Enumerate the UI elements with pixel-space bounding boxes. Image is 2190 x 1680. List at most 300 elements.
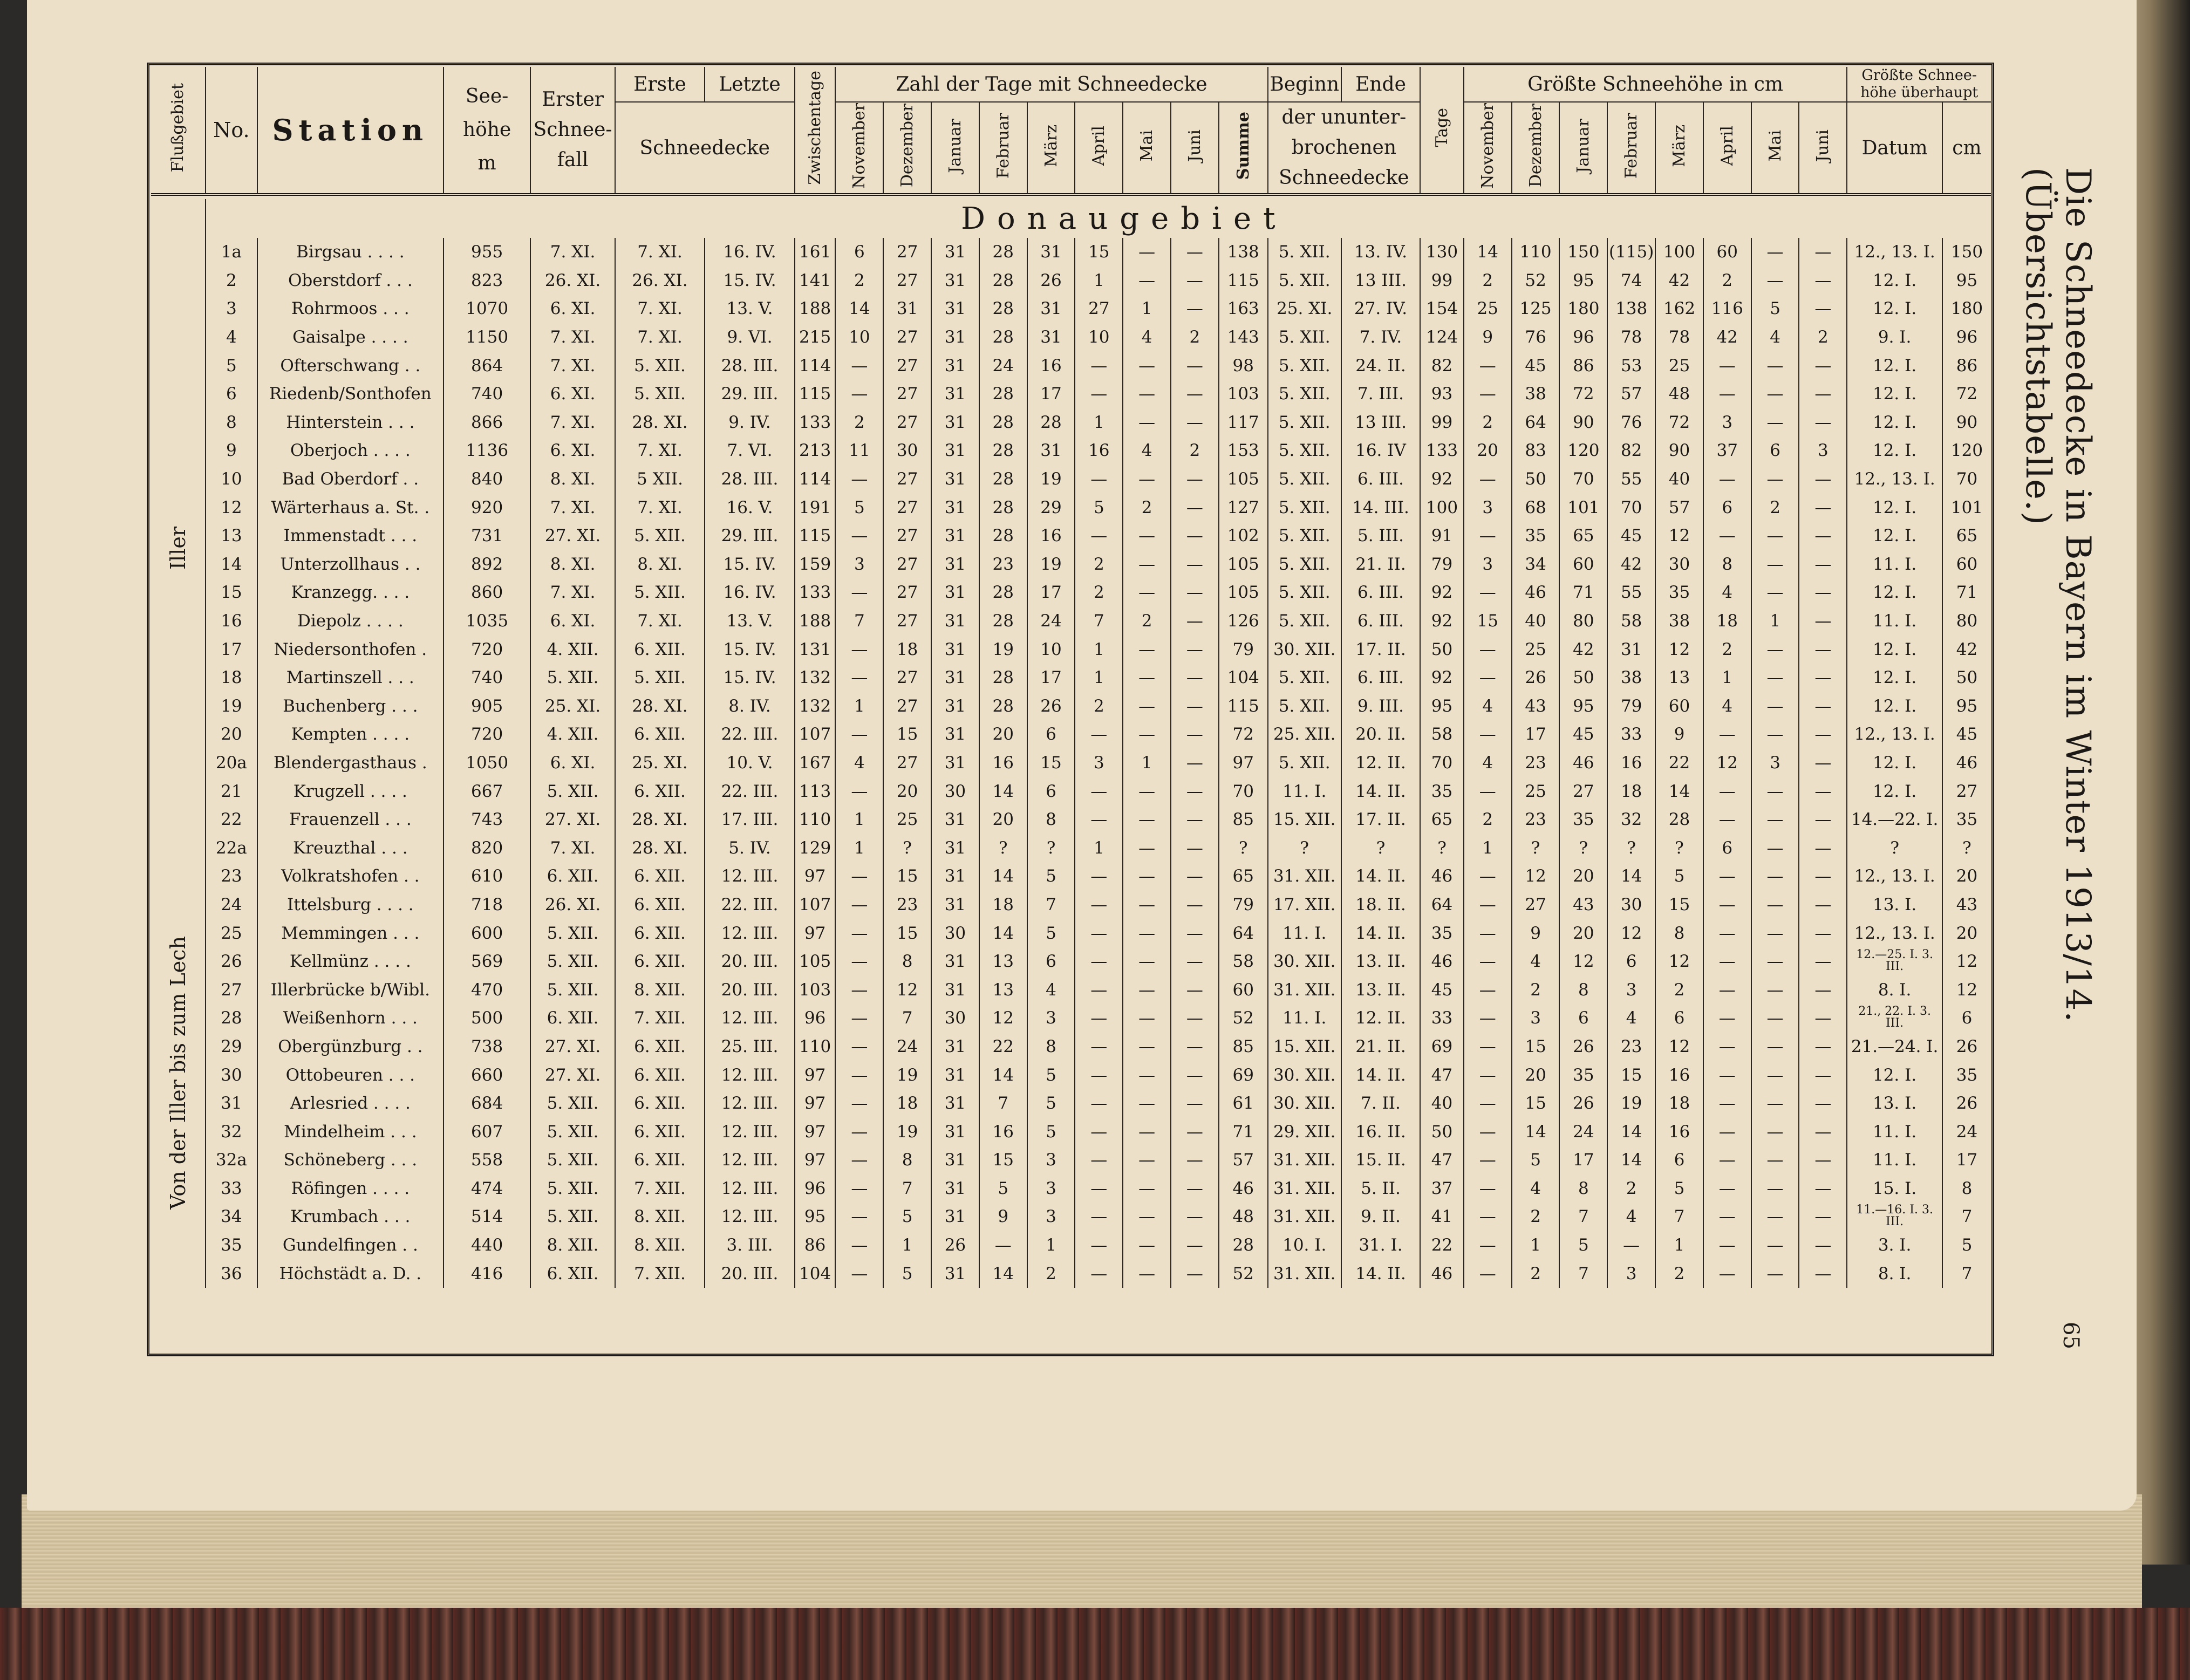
max-cm-value: 80 xyxy=(1942,607,1991,636)
summe-value: 48 xyxy=(1219,1203,1268,1231)
header-letzte: Letzte xyxy=(705,67,795,102)
station-name: Birgsau . . . . xyxy=(257,238,444,267)
beginn-value: 29. XII. xyxy=(1268,1117,1341,1146)
hoehe-month-value: 110 xyxy=(1512,238,1560,267)
hoehe-month-value: 4 xyxy=(1512,947,1560,976)
hoehe-month-value: 40 xyxy=(1655,465,1703,494)
header-datum: Datum xyxy=(1847,102,1942,195)
tage-month-value: 31 xyxy=(931,834,979,862)
station-no: 28 xyxy=(206,1004,257,1033)
station-name: Krugzell . . . . xyxy=(257,777,444,805)
ende-value: 16. II. xyxy=(1341,1117,1420,1146)
erster-schneefall-value: 8. XI. xyxy=(530,465,615,494)
table-row xyxy=(151,834,1991,862)
tage-month-value: 31 xyxy=(931,1033,979,1061)
table-row xyxy=(151,1033,1991,1061)
summe-value: 163 xyxy=(1219,295,1268,323)
table-row xyxy=(151,465,1991,494)
tage-value: 37 xyxy=(1420,1174,1464,1203)
hoehe-month-value: 5 xyxy=(1512,1146,1560,1174)
tage-month-value: — xyxy=(835,720,883,749)
tage-month-value: 9 xyxy=(979,1203,1027,1231)
seehoehe-value: 667 xyxy=(444,777,530,805)
tage-month-value: 18 xyxy=(883,635,931,664)
max-datum-value: 3. I. xyxy=(1847,1231,1942,1260)
seehoehe-value: 823 xyxy=(444,267,530,295)
hoehe-month-value: — xyxy=(1751,380,1799,408)
tage-month-value: 7 xyxy=(979,1089,1027,1118)
hoehe-month-value: 86 xyxy=(1559,351,1607,380)
tage-month-value: 28 xyxy=(979,522,1027,550)
hoehe-month-value: — xyxy=(1799,380,1847,408)
hoehe-month-value: 16 xyxy=(1607,749,1655,777)
hoehe-month-value: — xyxy=(1799,550,1847,579)
summe-value: 57 xyxy=(1219,1146,1268,1174)
hoehe-month-value: — xyxy=(1464,1146,1512,1174)
hoehe-month-value: — xyxy=(1751,408,1799,437)
hoehe-month-value: 30 xyxy=(1607,891,1655,919)
hoehe-month-value: 90 xyxy=(1559,408,1607,437)
erste-schneedecke-value: 8. XI. xyxy=(615,550,705,579)
hoehe-month-value: — xyxy=(1799,522,1847,550)
summe-value: 126 xyxy=(1219,607,1268,636)
tage-month-value: 26 xyxy=(1027,267,1075,295)
ende-value: 14. II. xyxy=(1341,1061,1420,1089)
hoehe-month-value: — xyxy=(1799,749,1847,777)
hoehe-month-value: — xyxy=(1799,664,1847,692)
ende-value: 13. II. xyxy=(1341,975,1420,1004)
hoehe-month-value: — xyxy=(1751,1117,1799,1146)
header-month-jun: Juni xyxy=(1171,102,1219,195)
hoehe-month-value: — xyxy=(1751,578,1799,607)
tage-month-value: 16 xyxy=(979,1117,1027,1146)
max-datum-value: 21.—24. I. xyxy=(1847,1033,1942,1061)
tage-month-value: 17 xyxy=(1027,664,1075,692)
hoehe-month-value: — xyxy=(1703,1004,1751,1033)
max-cm-value: 150 xyxy=(1942,238,1991,267)
header-tage: Tage xyxy=(1420,67,1464,195)
erste-schneedecke-value: 8. XII. xyxy=(615,1203,705,1231)
tage-month-value: 2 xyxy=(1171,436,1219,465)
tage-value: 82 xyxy=(1420,351,1464,380)
max-cm-value: 96 xyxy=(1942,323,1991,352)
hoehe-month-value: — xyxy=(1751,1146,1799,1174)
summe-value: 102 xyxy=(1219,522,1268,550)
max-cm-value: 60 xyxy=(1942,550,1991,579)
tage-month-value: 30 xyxy=(931,1004,979,1033)
tage-value: 133 xyxy=(1420,436,1464,465)
station-name: Hinterstein . . . xyxy=(257,408,444,437)
erste-schneedecke-value: 7. XII. xyxy=(615,1259,705,1288)
erste-schneedecke-value: 7. XII. xyxy=(615,1004,705,1033)
hoehe-month-value: 12 xyxy=(1655,947,1703,976)
station-no: 18 xyxy=(206,664,257,692)
hoehe-month-value: 72 xyxy=(1655,408,1703,437)
tage-month-value: 28 xyxy=(979,295,1027,323)
zwischentage-value: 110 xyxy=(795,805,836,834)
header-erster-schneefall: Erster Schnee-fall xyxy=(530,67,615,195)
section-title: Donaugebiet xyxy=(961,201,1287,236)
hoehe-month-value: — xyxy=(1799,635,1847,664)
header-hoehe-feb: Februar xyxy=(1607,102,1655,195)
tage-month-value: — xyxy=(1171,862,1219,891)
seehoehe-value: 720 xyxy=(444,720,530,749)
station-no: 16 xyxy=(206,607,257,636)
beginn-value: 5. XII. xyxy=(1268,522,1341,550)
max-cm-value: 65 xyxy=(1942,522,1991,550)
table-row xyxy=(151,975,1991,1004)
hoehe-month-value: 15 xyxy=(1512,1033,1560,1061)
station-no: 1a xyxy=(206,238,257,267)
station-name: Wärterhaus a. St. . xyxy=(257,493,444,522)
hoehe-month-value: — xyxy=(1464,947,1512,976)
tage-month-value: — xyxy=(1123,1203,1171,1231)
hoehe-month-value: — xyxy=(1751,919,1799,947)
letzte-schneedecke-value: 20. III. xyxy=(705,1259,795,1288)
hoehe-month-value: — xyxy=(1751,862,1799,891)
hoehe-month-value: 42 xyxy=(1559,635,1607,664)
station-no: 36 xyxy=(206,1259,257,1288)
hoehe-month-value: 3 xyxy=(1464,550,1512,579)
hoehe-month-value: 46 xyxy=(1512,578,1560,607)
table-row xyxy=(151,1174,1991,1203)
header-zahl-tage: Zahl der Tage mit Schneedecke xyxy=(835,67,1267,102)
hoehe-month-value: 2 xyxy=(1464,408,1512,437)
hoehe-month-value: 138 xyxy=(1607,295,1655,323)
tage-month-value: — xyxy=(1123,777,1171,805)
letzte-schneedecke-value: 12. III. xyxy=(705,1174,795,1203)
tage-month-value: — xyxy=(1171,891,1219,919)
table-row xyxy=(151,1061,1991,1089)
hoehe-month-value: 16 xyxy=(1655,1117,1703,1146)
erste-schneedecke-value: 6. XII. xyxy=(615,1146,705,1174)
tage-month-value: 31 xyxy=(931,1174,979,1203)
zwischentage-value: 132 xyxy=(795,664,836,692)
station-no: 32a xyxy=(206,1146,257,1174)
hoehe-month-value: 150 xyxy=(1559,238,1607,267)
ende-value: 24. II. xyxy=(1341,351,1420,380)
hoehe-month-value: — xyxy=(1703,975,1751,1004)
tage-month-value: — xyxy=(1075,1174,1123,1203)
erste-schneedecke-value: 7. XII. xyxy=(615,1174,705,1203)
tage-month-value: — xyxy=(1075,975,1123,1004)
tage-month-value: 2 xyxy=(835,267,883,295)
hoehe-month-value: 1 xyxy=(1751,607,1799,636)
beginn-value: 5. XII. xyxy=(1268,351,1341,380)
station-name: Krumbach . . . xyxy=(257,1203,444,1231)
tage-month-value: 5 xyxy=(883,1203,931,1231)
ende-value: 15. II. xyxy=(1341,1146,1420,1174)
tage-month-value: — xyxy=(1075,522,1123,550)
tage-month-value: — xyxy=(1075,1203,1123,1231)
hoehe-month-value: 38 xyxy=(1607,664,1655,692)
hoehe-month-value: — xyxy=(1799,493,1847,522)
tage-month-value: 31 xyxy=(931,436,979,465)
hoehe-month-value: 78 xyxy=(1655,323,1703,352)
hoehe-month-value: 35 xyxy=(1655,578,1703,607)
tage-month-value: 22 xyxy=(979,1033,1027,1061)
hoehe-month-value: 4 xyxy=(1703,692,1751,721)
summe-value: 69 xyxy=(1219,1061,1268,1089)
tage-month-value: 23 xyxy=(979,550,1027,579)
tage-month-value: 3 xyxy=(835,550,883,579)
ende-value: 13. IV. xyxy=(1341,238,1420,267)
tage-month-value: — xyxy=(1171,692,1219,721)
table-row xyxy=(151,1146,1991,1174)
hoehe-month-value: — xyxy=(1703,1174,1751,1203)
tage-month-value: — xyxy=(1171,635,1219,664)
hoehe-month-value: 80 xyxy=(1559,607,1607,636)
tage-month-value: 14 xyxy=(979,862,1027,891)
summe-value: 98 xyxy=(1219,351,1268,380)
tage-month-value: 28 xyxy=(1027,408,1075,437)
hoehe-month-value: 3 xyxy=(1751,749,1799,777)
zwischentage-value: 115 xyxy=(795,380,836,408)
tage-month-value: 17 xyxy=(1027,578,1075,607)
tage-month-value: 3 xyxy=(1027,1004,1075,1033)
tage-value: 91 xyxy=(1420,522,1464,550)
tage-month-value: — xyxy=(835,351,883,380)
hoehe-month-value: 3 xyxy=(1703,408,1751,437)
tage-month-value: 20 xyxy=(979,720,1027,749)
station-name: Oberstdorf . . . xyxy=(257,267,444,295)
tage-month-value: 1 xyxy=(1075,834,1123,862)
zwischentage-value: 132 xyxy=(795,692,836,721)
table-row xyxy=(151,1004,1991,1033)
hoehe-month-value: — xyxy=(1799,238,1847,267)
erste-schneedecke-value: 26. XI. xyxy=(615,267,705,295)
tage-month-value: — xyxy=(1075,1117,1123,1146)
tage-month-value: — xyxy=(1123,578,1171,607)
tage-month-value: 29 xyxy=(1027,493,1075,522)
letzte-schneedecke-value: 3. III. xyxy=(705,1231,795,1260)
hoehe-month-value: — xyxy=(1703,919,1751,947)
station-no: 20a xyxy=(206,749,257,777)
table-row xyxy=(151,323,1991,352)
tage-month-value: ? xyxy=(883,834,931,862)
hoehe-month-value: — xyxy=(1751,1089,1799,1118)
hoehe-month-value: 2 xyxy=(1512,975,1560,1004)
tage-month-value: 2 xyxy=(1075,578,1123,607)
erster-schneefall-value: 7. XI. xyxy=(530,238,615,267)
station-name: Riedenb/Sonthofen xyxy=(257,380,444,408)
tage-value: 41 xyxy=(1420,1203,1464,1231)
hoehe-month-value: 20 xyxy=(1559,862,1607,891)
max-cm-value: 7 xyxy=(1942,1203,1991,1231)
tage-month-value: 15 xyxy=(1075,238,1123,267)
zwischentage-value: 191 xyxy=(795,493,836,522)
zwischentage-value: 107 xyxy=(795,891,836,919)
max-cm-value: 120 xyxy=(1942,436,1991,465)
page-title: Die Schneedecke in Bayern im Winter 1913/14. (Übersichtstabelle.) xyxy=(2018,167,2098,1023)
header-ununterbrochen: der ununter-brochenen Schneedecke xyxy=(1268,102,1421,195)
tage-month-value: — xyxy=(1123,1033,1171,1061)
hoehe-month-value: — xyxy=(1799,834,1847,862)
tage-month-value: 1 xyxy=(1075,635,1123,664)
max-cm-value: 86 xyxy=(1942,351,1991,380)
max-datum-value: 12. I. xyxy=(1847,522,1942,550)
tage-month-value: 28 xyxy=(979,323,1027,352)
erste-schneedecke-value: 6. XII. xyxy=(615,862,705,891)
hoehe-month-value: 3 xyxy=(1799,436,1847,465)
letzte-schneedecke-value: 29. III. xyxy=(705,522,795,550)
tage-month-value: 30 xyxy=(931,919,979,947)
hoehe-month-value: — xyxy=(1751,975,1799,1004)
zwischentage-value: 129 xyxy=(795,834,836,862)
tage-value: 100 xyxy=(1420,493,1464,522)
tage-month-value: 5 xyxy=(1027,1117,1075,1146)
max-datum-value: 12. I. xyxy=(1847,351,1942,380)
tage-month-value: — xyxy=(1123,550,1171,579)
hoehe-month-value: 25 xyxy=(1464,295,1512,323)
hoehe-month-value: 70 xyxy=(1607,493,1655,522)
erster-schneefall-value: 8. XII. xyxy=(530,1231,615,1260)
tage-month-value: 24 xyxy=(1027,607,1075,636)
tage-month-value: 31 xyxy=(931,607,979,636)
header-cm: cm xyxy=(1942,102,1991,195)
max-cm-value: 46 xyxy=(1942,749,1991,777)
tage-month-value: — xyxy=(835,1146,883,1174)
letzte-schneedecke-value: 12. III. xyxy=(705,1089,795,1118)
tage-month-value: 31 xyxy=(931,238,979,267)
max-cm-value: 26 xyxy=(1942,1033,1991,1061)
summe-value: 71 xyxy=(1219,1117,1268,1146)
tage-month-value: 28 xyxy=(979,380,1027,408)
hoehe-month-value: 16 xyxy=(1655,1061,1703,1089)
ende-value: 13. II. xyxy=(1341,947,1420,976)
station-name: Weißenhorn . . . xyxy=(257,1004,444,1033)
station-no: 32 xyxy=(206,1117,257,1146)
summe-value: 85 xyxy=(1219,805,1268,834)
station-name: Höchstädt a. D. . xyxy=(257,1259,444,1288)
tage-value: 70 xyxy=(1420,749,1464,777)
hoehe-month-value: 2 xyxy=(1512,1203,1560,1231)
hoehe-month-value: 1 xyxy=(1512,1231,1560,1260)
tage-month-value: — xyxy=(1123,635,1171,664)
seehoehe-value: 864 xyxy=(444,351,530,380)
tage-month-value: — xyxy=(1171,465,1219,494)
beginn-value: 5. XII. xyxy=(1268,436,1341,465)
tage-month-value: 15 xyxy=(883,720,931,749)
seehoehe-value: 1136 xyxy=(444,436,530,465)
hoehe-month-value: 14 xyxy=(1607,1117,1655,1146)
hoehe-month-value: — xyxy=(1799,692,1847,721)
max-datum-value: 12. I. xyxy=(1847,692,1942,721)
station-name: Ittelsburg . . . . xyxy=(257,891,444,919)
erster-schneefall-value: 27. XI. xyxy=(530,522,615,550)
tage-month-value: 31 xyxy=(883,295,931,323)
tage-month-value: 10 xyxy=(835,323,883,352)
hoehe-month-value: 101 xyxy=(1559,493,1607,522)
erste-schneedecke-value: 5. XII. xyxy=(615,380,705,408)
hoehe-month-value: 38 xyxy=(1655,607,1703,636)
erster-schneefall-value: 5. XII. xyxy=(530,1146,615,1174)
tage-month-value: 28 xyxy=(979,465,1027,494)
tage-month-value: — xyxy=(1171,607,1219,636)
hoehe-month-value: 76 xyxy=(1607,408,1655,437)
hoehe-month-value: 15 xyxy=(1655,891,1703,919)
hoehe-month-value: 14 xyxy=(1607,862,1655,891)
tage-month-value: 5 xyxy=(883,1259,931,1288)
tage-month-value: 2 xyxy=(1075,550,1123,579)
tage-month-value: — xyxy=(1171,749,1219,777)
station-no: 17 xyxy=(206,635,257,664)
erste-schneedecke-value: 6. XII. xyxy=(615,1117,705,1146)
tage-value: 40 xyxy=(1420,1089,1464,1118)
seehoehe-value: 600 xyxy=(444,919,530,947)
table-row xyxy=(151,805,1991,834)
seehoehe-value: 500 xyxy=(444,1004,530,1033)
tage-month-value: 12 xyxy=(979,1004,1027,1033)
tage-month-value: 20 xyxy=(883,777,931,805)
station-no: 19 xyxy=(206,692,257,721)
hoehe-month-value: 27 xyxy=(1512,891,1560,919)
zwischentage-value: 131 xyxy=(795,635,836,664)
hoehe-month-value: 4 xyxy=(1703,578,1751,607)
hoehe-month-value: 2 xyxy=(1464,805,1512,834)
table-row xyxy=(151,862,1991,891)
hoehe-month-value: 53 xyxy=(1607,351,1655,380)
tage-month-value: 31 xyxy=(931,493,979,522)
station-no: 22 xyxy=(206,805,257,834)
station-no: 30 xyxy=(206,1061,257,1089)
beginn-value: 30. XII. xyxy=(1268,635,1341,664)
hoehe-month-value: — xyxy=(1799,607,1847,636)
hoehe-month-value: — xyxy=(1799,919,1847,947)
hoehe-month-value: — xyxy=(1799,1061,1847,1089)
hoehe-month-value: — xyxy=(1703,862,1751,891)
tage-month-value: — xyxy=(1171,380,1219,408)
tage-month-value: 19 xyxy=(1027,550,1075,579)
hoehe-month-value: 38 xyxy=(1512,380,1560,408)
max-cm-value: 71 xyxy=(1942,578,1991,607)
hoehe-month-value: 8 xyxy=(1559,975,1607,1004)
table-row xyxy=(151,1259,1991,1288)
hoehe-month-value: 6 xyxy=(1607,947,1655,976)
zwischentage-value: 133 xyxy=(795,578,836,607)
summe-value: 65 xyxy=(1219,862,1268,891)
hoehe-month-value: — xyxy=(1464,1061,1512,1089)
tage-month-value: 10 xyxy=(1075,323,1123,352)
max-datum-value: 12. I. xyxy=(1847,635,1942,664)
tage-month-value: — xyxy=(1075,1061,1123,1089)
hoehe-month-value: — xyxy=(1751,834,1799,862)
erste-schneedecke-value: 6. XII. xyxy=(615,1033,705,1061)
tage-month-value: 1 xyxy=(1075,408,1123,437)
tage-month-value: 16 xyxy=(1027,522,1075,550)
tage-month-value: 28 xyxy=(979,578,1027,607)
tage-month-value: — xyxy=(1171,1004,1219,1033)
tage-month-value: 19 xyxy=(883,1061,931,1089)
summe-value: 28 xyxy=(1219,1231,1268,1260)
tage-value: 47 xyxy=(1420,1061,1464,1089)
hoehe-month-value: 71 xyxy=(1559,578,1607,607)
hoehe-month-value: 18 xyxy=(1703,607,1751,636)
tage-month-value: 10 xyxy=(1027,635,1075,664)
header-groesste-hoehe: Größte Schneehöhe in cm xyxy=(1464,67,1847,102)
tage-month-value: 31 xyxy=(1027,295,1075,323)
tage-month-value: — xyxy=(835,777,883,805)
erster-schneefall-value: 26. XI. xyxy=(530,267,615,295)
hoehe-month-value: — xyxy=(1799,295,1847,323)
hoehe-month-value: — xyxy=(1751,1231,1799,1260)
hoehe-month-value: — xyxy=(1799,408,1847,437)
tage-month-value: — xyxy=(1171,295,1219,323)
ende-value: 17. II. xyxy=(1341,635,1420,664)
tage-month-value: — xyxy=(1123,834,1171,862)
tage-month-value: 11 xyxy=(835,436,883,465)
summe-value: 64 xyxy=(1219,919,1268,947)
